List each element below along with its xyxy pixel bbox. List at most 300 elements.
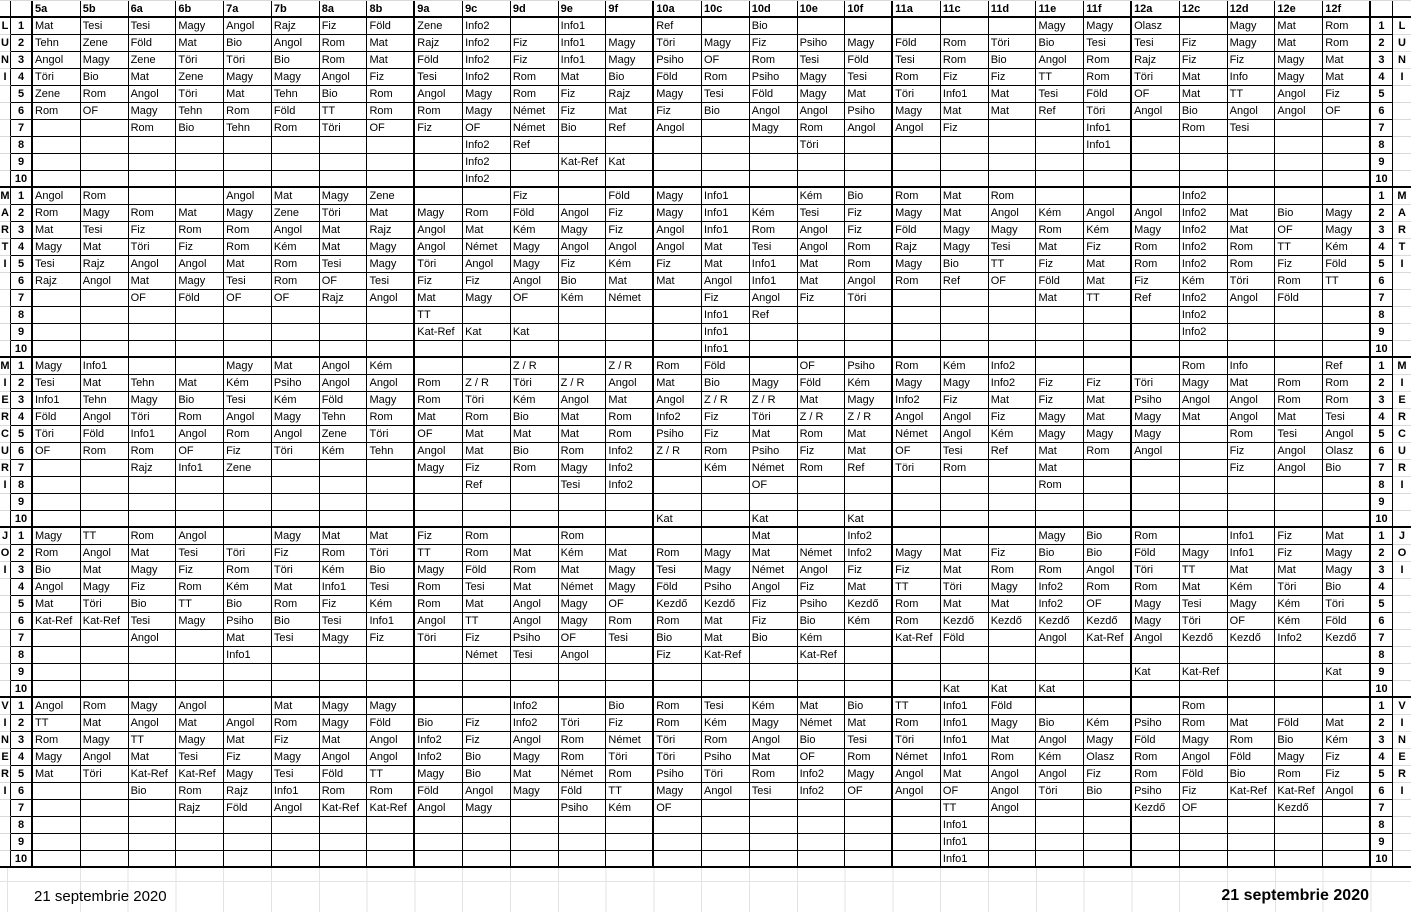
timetable-cell[interactable]: Magy: [224, 766, 272, 783]
timetable-cell[interactable]: Magy: [559, 613, 607, 630]
timetable-cell[interactable]: Töri: [320, 205, 368, 222]
timetable-cell[interactable]: [989, 630, 1037, 647]
timetable-cell[interactable]: [367, 307, 415, 324]
timetable-cell[interactable]: Mat: [702, 613, 750, 630]
timetable-cell[interactable]: [893, 154, 941, 171]
timetable-cell[interactable]: [1132, 358, 1180, 375]
timetable-cell[interactable]: [224, 477, 272, 494]
timetable-cell[interactable]: Rom: [272, 715, 320, 732]
timetable-cell[interactable]: Magy: [893, 103, 941, 120]
timetable-cell[interactable]: Info2: [1180, 239, 1228, 256]
timetable-cell[interactable]: Angol: [176, 528, 224, 545]
timetable-cell[interactable]: [33, 137, 81, 154]
timetable-cell[interactable]: [81, 460, 129, 477]
timetable-cell[interactable]: Rom: [511, 86, 559, 103]
timetable-cell[interactable]: Mat: [1084, 273, 1132, 290]
timetable-cell[interactable]: [1132, 511, 1180, 528]
timetable-cell[interactable]: Angol: [1323, 426, 1371, 443]
timetable-cell[interactable]: Rom: [989, 749, 1037, 766]
timetable-cell[interactable]: Rom: [1084, 443, 1132, 460]
timetable-cell[interactable]: [559, 698, 607, 715]
timetable-cell[interactable]: Rajz: [33, 273, 81, 290]
timetable-cell[interactable]: Fiz: [989, 545, 1037, 562]
timetable-cell[interactable]: Tesi: [845, 69, 893, 86]
timetable-cell[interactable]: Fiz: [1275, 256, 1323, 273]
timetable-cell[interactable]: [989, 528, 1037, 545]
timetable-cell[interactable]: Magy: [989, 715, 1037, 732]
timetable-cell[interactable]: Magy: [845, 35, 893, 52]
timetable-cell[interactable]: Magy: [129, 698, 177, 715]
timetable-cell[interactable]: Mat: [1036, 239, 1084, 256]
timetable-cell[interactable]: [702, 664, 750, 681]
timetable-cell[interactable]: [415, 477, 463, 494]
timetable-cell[interactable]: Német: [511, 103, 559, 120]
timetable-cell[interactable]: Töri: [1084, 103, 1132, 120]
timetable-cell[interactable]: [1180, 460, 1228, 477]
timetable-cell[interactable]: Rom: [1323, 35, 1371, 52]
timetable-cell[interactable]: OF: [1180, 800, 1228, 817]
timetable-cell[interactable]: Kezdő: [1084, 613, 1132, 630]
timetable-cell[interactable]: Fiz: [798, 579, 846, 596]
timetable-cell[interactable]: Tesi: [320, 613, 368, 630]
timetable-cell[interactable]: [367, 154, 415, 171]
timetable-cell[interactable]: [798, 18, 846, 35]
timetable-cell[interactable]: [654, 137, 702, 154]
timetable-cell[interactable]: [559, 341, 607, 358]
timetable-cell[interactable]: Z / R: [702, 392, 750, 409]
timetable-cell[interactable]: [941, 290, 989, 307]
timetable-cell[interactable]: Kém: [367, 358, 415, 375]
timetable-cell[interactable]: Bio: [702, 375, 750, 392]
timetable-cell[interactable]: [893, 681, 941, 698]
timetable-cell[interactable]: Magy: [606, 35, 654, 52]
timetable-cell[interactable]: [320, 341, 368, 358]
timetable-cell[interactable]: Rom: [320, 783, 368, 800]
timetable-cell[interactable]: Angol: [798, 562, 846, 579]
timetable-cell[interactable]: [893, 528, 941, 545]
timetable-cell[interactable]: [1323, 698, 1371, 715]
timetable-cell[interactable]: Angol: [893, 783, 941, 800]
timetable-cell[interactable]: [1180, 477, 1228, 494]
timetable-cell[interactable]: Rajz: [415, 35, 463, 52]
timetable-cell[interactable]: Tesi: [463, 579, 511, 596]
timetable-cell[interactable]: Rom: [1132, 528, 1180, 545]
timetable-cell[interactable]: Kat: [654, 511, 702, 528]
timetable-cell[interactable]: [1180, 851, 1228, 868]
timetable-cell[interactable]: Angol: [750, 732, 798, 749]
timetable-cell[interactable]: [798, 800, 846, 817]
timetable-cell[interactable]: Rom: [176, 222, 224, 239]
timetable-cell[interactable]: [33, 800, 81, 817]
timetable-cell[interactable]: [320, 494, 368, 511]
timetable-cell[interactable]: Psiho: [224, 613, 272, 630]
timetable-cell[interactable]: [81, 324, 129, 341]
timetable-cell[interactable]: Magy: [511, 749, 559, 766]
timetable-cell[interactable]: [989, 120, 1037, 137]
timetable-cell[interactable]: [415, 188, 463, 205]
timetable-cell[interactable]: Angol: [941, 426, 989, 443]
timetable-cell[interactable]: Z / R: [654, 443, 702, 460]
timetable-cell[interactable]: Német: [798, 545, 846, 562]
timetable-cell[interactable]: [1275, 647, 1323, 664]
timetable-cell[interactable]: Mat: [463, 443, 511, 460]
timetable-cell[interactable]: Fiz: [989, 409, 1037, 426]
timetable-cell[interactable]: [81, 154, 129, 171]
timetable-cell[interactable]: Mat: [33, 596, 81, 613]
timetable-cell[interactable]: Ref: [1036, 103, 1084, 120]
timetable-cell[interactable]: Z / R: [559, 375, 607, 392]
timetable-cell[interactable]: Rom: [1180, 715, 1228, 732]
timetable-cell[interactable]: Föld: [606, 188, 654, 205]
timetable-cell[interactable]: Angol: [702, 273, 750, 290]
timetable-cell[interactable]: Rom: [33, 205, 81, 222]
timetable-cell[interactable]: Német: [606, 732, 654, 749]
timetable-cell[interactable]: [463, 494, 511, 511]
timetable-cell[interactable]: Tesi: [798, 52, 846, 69]
timetable-cell[interactable]: Mat: [320, 528, 368, 545]
timetable-cell[interactable]: [272, 494, 320, 511]
timetable-cell[interactable]: Angol: [224, 18, 272, 35]
timetable-cell[interactable]: Mat: [606, 392, 654, 409]
timetable-cell[interactable]: Bio: [798, 732, 846, 749]
timetable-cell[interactable]: Rom: [654, 613, 702, 630]
timetable-cell[interactable]: Bio: [129, 596, 177, 613]
timetable-cell[interactable]: [559, 137, 607, 154]
timetable-cell[interactable]: Magy: [1228, 35, 1276, 52]
column-header-11e[interactable]: 11e: [1036, 1, 1084, 18]
timetable-cell[interactable]: OF: [272, 290, 320, 307]
timetable-cell[interactable]: Angol: [511, 273, 559, 290]
timetable-cell[interactable]: Angol: [129, 715, 177, 732]
timetable-cell[interactable]: [1084, 698, 1132, 715]
timetable-cell[interactable]: Mat: [81, 375, 129, 392]
timetable-cell[interactable]: [845, 324, 893, 341]
timetable-cell[interactable]: Angol: [1180, 749, 1228, 766]
timetable-cell[interactable]: Mat: [129, 749, 177, 766]
timetable-cell[interactable]: Tesi: [367, 273, 415, 290]
timetable-cell[interactable]: [989, 834, 1037, 851]
timetable-cell[interactable]: [1036, 307, 1084, 324]
timetable-cell[interactable]: Föld: [654, 69, 702, 86]
timetable-cell[interactable]: Tesi: [1084, 35, 1132, 52]
timetable-cell[interactable]: Kém: [989, 426, 1037, 443]
timetable-cell[interactable]: Kezdő: [1228, 630, 1276, 647]
timetable-cell[interactable]: Fiz: [798, 290, 846, 307]
timetable-cell[interactable]: Angol: [272, 800, 320, 817]
timetable-cell[interactable]: Rom: [1084, 69, 1132, 86]
timetable-cell[interactable]: Mat: [1084, 409, 1132, 426]
timetable-cell[interactable]: Info2: [798, 766, 846, 783]
timetable-cell[interactable]: Magy: [1180, 545, 1228, 562]
timetable-cell[interactable]: Info1: [367, 613, 415, 630]
timetable-cell[interactable]: Kat-Ref: [320, 800, 368, 817]
timetable-cell[interactable]: [941, 647, 989, 664]
timetable-cell[interactable]: Info2: [845, 545, 893, 562]
timetable-cell[interactable]: Rom: [1036, 222, 1084, 239]
timetable-cell[interactable]: [1323, 341, 1371, 358]
timetable-cell[interactable]: Mat: [941, 766, 989, 783]
timetable-cell[interactable]: Mat: [415, 290, 463, 307]
timetable-cell[interactable]: Fiz: [367, 630, 415, 647]
timetable-cell[interactable]: Bio: [702, 103, 750, 120]
timetable-cell[interactable]: TT: [941, 800, 989, 817]
timetable-cell[interactable]: [845, 664, 893, 681]
timetable-cell[interactable]: Info1: [702, 188, 750, 205]
timetable-cell[interactable]: [1323, 324, 1371, 341]
timetable-cell[interactable]: [176, 358, 224, 375]
timetable-cell[interactable]: [1323, 834, 1371, 851]
timetable-cell[interactable]: Angol: [1084, 562, 1132, 579]
timetable-cell[interactable]: Zene: [272, 205, 320, 222]
timetable-cell[interactable]: [989, 341, 1037, 358]
timetable-cell[interactable]: [272, 341, 320, 358]
column-header-12d[interactable]: 12d: [1228, 1, 1276, 18]
timetable-cell[interactable]: Info1: [941, 834, 989, 851]
timetable-cell[interactable]: Mat: [81, 715, 129, 732]
timetable-cell[interactable]: Kat: [463, 324, 511, 341]
timetable-cell[interactable]: OF: [463, 120, 511, 137]
timetable-cell[interactable]: Töri: [367, 426, 415, 443]
timetable-cell[interactable]: Magy: [415, 460, 463, 477]
timetable-cell[interactable]: Rajz: [367, 222, 415, 239]
timetable-cell[interactable]: Német: [511, 120, 559, 137]
timetable-cell[interactable]: [33, 851, 81, 868]
timetable-cell[interactable]: TT: [893, 579, 941, 596]
timetable-cell[interactable]: [33, 171, 81, 188]
timetable-cell[interactable]: Tesi: [33, 256, 81, 273]
timetable-cell[interactable]: Rom: [559, 528, 607, 545]
timetable-cell[interactable]: OF: [1323, 103, 1371, 120]
timetable-cell[interactable]: Angol: [81, 545, 129, 562]
timetable-cell[interactable]: [1036, 188, 1084, 205]
timetable-cell[interactable]: Mat: [559, 562, 607, 579]
timetable-cell[interactable]: Angol: [798, 239, 846, 256]
timetable-cell[interactable]: TT: [1036, 69, 1084, 86]
timetable-cell[interactable]: Psiho: [654, 426, 702, 443]
timetable-cell[interactable]: [845, 154, 893, 171]
timetable-cell[interactable]: Angol: [33, 698, 81, 715]
timetable-cell[interactable]: TT: [81, 528, 129, 545]
timetable-cell[interactable]: [415, 171, 463, 188]
timetable-cell[interactable]: [33, 494, 81, 511]
timetable-cell[interactable]: [654, 460, 702, 477]
timetable-cell[interactable]: [463, 664, 511, 681]
timetable-cell[interactable]: Fiz: [415, 120, 463, 137]
timetable-cell[interactable]: Magy: [1275, 52, 1323, 69]
timetable-cell[interactable]: Kat-Ref: [893, 630, 941, 647]
column-header-9f[interactable]: 9f: [606, 1, 654, 18]
timetable-cell[interactable]: [224, 324, 272, 341]
timetable-cell[interactable]: Fiz: [463, 732, 511, 749]
timetable-cell[interactable]: Magy: [1132, 409, 1180, 426]
timetable-cell[interactable]: Info1: [702, 222, 750, 239]
timetable-cell[interactable]: Ref: [941, 273, 989, 290]
timetable-cell[interactable]: Magy: [893, 375, 941, 392]
timetable-cell[interactable]: [1180, 18, 1228, 35]
timetable-cell[interactable]: Kém: [272, 239, 320, 256]
timetable-cell[interactable]: OF: [798, 358, 846, 375]
timetable-cell[interactable]: Kém: [1180, 273, 1228, 290]
timetable-cell[interactable]: [606, 307, 654, 324]
timetable-cell[interactable]: Mat: [702, 630, 750, 647]
timetable-cell[interactable]: Fiz: [654, 647, 702, 664]
timetable-cell[interactable]: [893, 341, 941, 358]
timetable-cell[interactable]: [1180, 817, 1228, 834]
timetable-cell[interactable]: [1228, 494, 1276, 511]
timetable-cell[interactable]: [1228, 851, 1276, 868]
timetable-cell[interactable]: Kat: [989, 681, 1037, 698]
timetable-cell[interactable]: [654, 171, 702, 188]
timetable-cell[interactable]: Rom: [1132, 579, 1180, 596]
timetable-cell[interactable]: Magy: [1132, 426, 1180, 443]
timetable-cell[interactable]: [989, 647, 1037, 664]
timetable-cell[interactable]: Info1: [559, 35, 607, 52]
timetable-cell[interactable]: [463, 698, 511, 715]
timetable-cell[interactable]: [1180, 171, 1228, 188]
timetable-cell[interactable]: Angol: [750, 579, 798, 596]
timetable-cell[interactable]: [893, 477, 941, 494]
timetable-cell[interactable]: Bio: [81, 69, 129, 86]
timetable-cell[interactable]: [893, 817, 941, 834]
timetable-cell[interactable]: [1228, 137, 1276, 154]
timetable-cell[interactable]: [1036, 358, 1084, 375]
timetable-cell[interactable]: Magy: [81, 732, 129, 749]
timetable-cell[interactable]: [702, 171, 750, 188]
timetable-cell[interactable]: Tesi: [129, 613, 177, 630]
timetable-cell[interactable]: Rom: [1132, 239, 1180, 256]
timetable-cell[interactable]: Magy: [272, 749, 320, 766]
timetable-cell[interactable]: Rom: [129, 205, 177, 222]
timetable-cell[interactable]: Rom: [750, 222, 798, 239]
timetable-cell[interactable]: Töri: [941, 579, 989, 596]
timetable-cell[interactable]: Magy: [798, 69, 846, 86]
timetable-cell[interactable]: Német: [750, 562, 798, 579]
timetable-cell[interactable]: Mat: [224, 86, 272, 103]
timetable-cell[interactable]: Bio: [511, 443, 559, 460]
timetable-cell[interactable]: Angol: [559, 647, 607, 664]
timetable-cell[interactable]: Bio: [415, 715, 463, 732]
timetable-cell[interactable]: [893, 18, 941, 35]
timetable-cell[interactable]: Magy: [1036, 409, 1084, 426]
timetable-cell[interactable]: [1084, 681, 1132, 698]
timetable-cell[interactable]: Info1: [941, 817, 989, 834]
timetable-cell[interactable]: Info1: [129, 426, 177, 443]
timetable-cell[interactable]: Z / R: [845, 409, 893, 426]
timetable-cell[interactable]: [129, 851, 177, 868]
timetable-cell[interactable]: Rom: [224, 103, 272, 120]
timetable-cell[interactable]: [176, 681, 224, 698]
timetable-cell[interactable]: Rom: [224, 426, 272, 443]
timetable-cell[interactable]: [272, 307, 320, 324]
timetable-cell[interactable]: Bio: [1323, 579, 1371, 596]
timetable-cell[interactable]: Info2: [1036, 596, 1084, 613]
timetable-cell[interactable]: Rajz: [606, 86, 654, 103]
timetable-cell[interactable]: [176, 664, 224, 681]
timetable-cell[interactable]: Magy: [415, 766, 463, 783]
timetable-cell[interactable]: [367, 511, 415, 528]
timetable-cell[interactable]: Mat: [654, 273, 702, 290]
timetable-cell[interactable]: [1132, 834, 1180, 851]
timetable-cell[interactable]: Töri: [1132, 375, 1180, 392]
timetable-cell[interactable]: Angol: [81, 273, 129, 290]
timetable-cell[interactable]: [989, 18, 1037, 35]
timetable-cell[interactable]: Rom: [1323, 375, 1371, 392]
timetable-cell[interactable]: Föld: [463, 562, 511, 579]
timetable-cell[interactable]: Info1: [224, 647, 272, 664]
timetable-cell[interactable]: Töri: [1036, 783, 1084, 800]
timetable-cell[interactable]: Fiz: [1323, 766, 1371, 783]
timetable-cell[interactable]: TT: [1323, 273, 1371, 290]
timetable-cell[interactable]: Bio: [463, 749, 511, 766]
timetable-cell[interactable]: [845, 137, 893, 154]
timetable-cell[interactable]: Mat: [272, 358, 320, 375]
timetable-cell[interactable]: Mat: [845, 443, 893, 460]
timetable-cell[interactable]: Tesi: [272, 766, 320, 783]
timetable-cell[interactable]: Fiz: [463, 715, 511, 732]
timetable-cell[interactable]: Fiz: [176, 239, 224, 256]
timetable-cell[interactable]: Info2: [415, 732, 463, 749]
timetable-cell[interactable]: Bio: [1036, 715, 1084, 732]
timetable-cell[interactable]: Bio: [1228, 766, 1276, 783]
timetable-cell[interactable]: Kezdő: [1323, 630, 1371, 647]
timetable-cell[interactable]: Fiz: [129, 579, 177, 596]
timetable-cell[interactable]: Info2: [1180, 222, 1228, 239]
timetable-cell[interactable]: [33, 681, 81, 698]
timetable-cell[interactable]: Mat: [1180, 409, 1228, 426]
timetable-cell[interactable]: Rom: [224, 222, 272, 239]
timetable-cell[interactable]: Bio: [654, 630, 702, 647]
timetable-cell[interactable]: [559, 834, 607, 851]
timetable-cell[interactable]: Kat-Ref: [176, 766, 224, 783]
timetable-cell[interactable]: Bio: [367, 562, 415, 579]
timetable-cell[interactable]: Magy: [941, 239, 989, 256]
timetable-cell[interactable]: [1323, 817, 1371, 834]
timetable-cell[interactable]: Töri: [224, 545, 272, 562]
timetable-cell[interactable]: [750, 358, 798, 375]
timetable-cell[interactable]: Magy: [750, 715, 798, 732]
timetable-cell[interactable]: Angol: [415, 443, 463, 460]
timetable-cell[interactable]: [702, 800, 750, 817]
timetable-cell[interactable]: Rom: [272, 256, 320, 273]
timetable-cell[interactable]: [1036, 324, 1084, 341]
timetable-cell[interactable]: [511, 341, 559, 358]
timetable-cell[interactable]: [702, 528, 750, 545]
timetable-cell[interactable]: [320, 307, 368, 324]
timetable-cell[interactable]: [654, 307, 702, 324]
column-header-10a[interactable]: 10a: [654, 1, 702, 18]
timetable-cell[interactable]: Fiz: [750, 596, 798, 613]
timetable-cell[interactable]: [845, 477, 893, 494]
timetable-cell[interactable]: OF: [1275, 222, 1323, 239]
timetable-cell[interactable]: Mat: [463, 222, 511, 239]
timetable-cell[interactable]: Tesi: [654, 562, 702, 579]
timetable-cell[interactable]: [750, 324, 798, 341]
timetable-cell[interactable]: Mat: [845, 86, 893, 103]
timetable-cell[interactable]: [1275, 681, 1323, 698]
timetable-cell[interactable]: [1228, 324, 1276, 341]
timetable-cell[interactable]: Rom: [654, 545, 702, 562]
timetable-cell[interactable]: [1228, 307, 1276, 324]
timetable-cell[interactable]: Rom: [893, 596, 941, 613]
timetable-cell[interactable]: [367, 460, 415, 477]
timetable-cell[interactable]: Rom: [224, 239, 272, 256]
timetable-cell[interactable]: Angol: [1084, 205, 1132, 222]
timetable-cell[interactable]: Bio: [845, 188, 893, 205]
timetable-cell[interactable]: Psiho: [654, 766, 702, 783]
timetable-cell[interactable]: Bio: [1323, 460, 1371, 477]
timetable-cell[interactable]: Kém: [511, 392, 559, 409]
timetable-cell[interactable]: Bio: [224, 596, 272, 613]
